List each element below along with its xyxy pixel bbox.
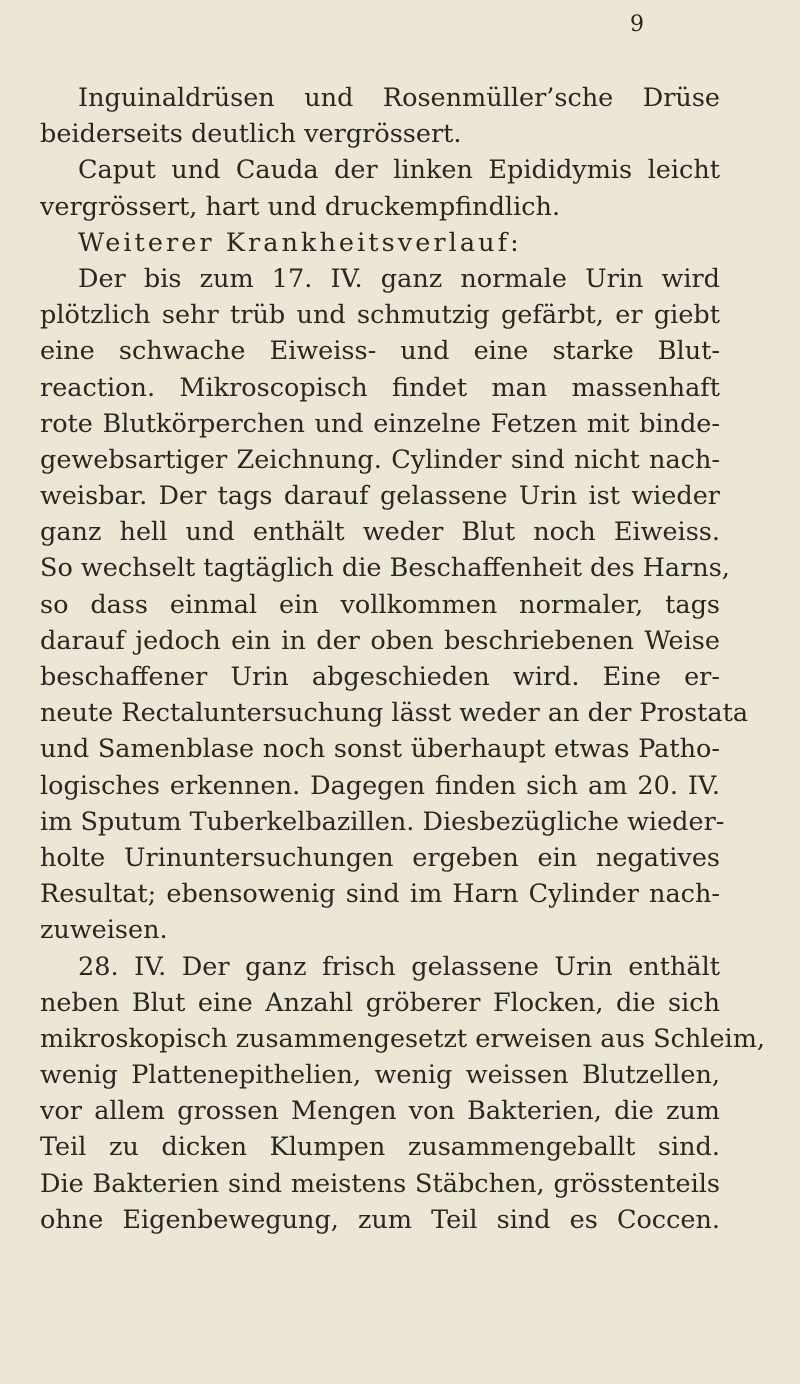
text-line: und Samenblase noch sonst überhaupt etwas Patho-: [40, 734, 720, 765]
text-line: wenig Plattenepithelien, wenig weissen Blutzellen,: [40, 1060, 720, 1091]
text-line: Die Bakterien sind meistens Stäbchen, grösstenteils: [40, 1168, 720, 1199]
text-line: beiderseits deutlich vergrössert.: [40, 119, 462, 150]
text-line: holte Urinuntersuchungen ergeben ein negatives: [40, 842, 720, 873]
text-line: ohne Eigenbewegung, zum Teil sind es Coccen.: [40, 1204, 720, 1235]
text-line: vor allem grossen Mengen von Bakterien, die zum: [40, 1096, 720, 1127]
text-line: neben Blut eine Anzahl gröberer Flocken, die sich: [40, 987, 720, 1018]
text-line: vergrössert, hart und druckempfindlich.: [40, 191, 561, 222]
body-text: [40, 80, 765, 1238]
text-line: Inguinaldrüsen und Rosenmüller’sche Drüse: [78, 83, 720, 113]
text-line: im Sputum Tuberkelbazillen. Diesbezügliche wieder-: [40, 806, 725, 837]
page-number: 9: [630, 12, 644, 37]
text-line: gewebsartiger Zeichnung. Cylinder sind nicht nach-: [40, 444, 720, 475]
text-line: darauf jedoch ein in der oben beschriebenen Weise: [40, 625, 720, 656]
text-line: Teil zu dicken Klumpen zusammengeballt sind.: [40, 1132, 720, 1163]
text-line: weisbar. Der tags darauf gelassene Urin ist wieder: [40, 481, 720, 512]
text-line: Caput und Cauda der linken Epididymis leicht: [78, 155, 720, 186]
text-line: neute Rectaluntersuchung lässt weder an der Prostata: [40, 698, 749, 729]
text-line: so dass einmal ein vollkommen normaler, tags: [40, 589, 720, 620]
text-line: So wechselt tagtäglich die Beschaffenheit des Harns,: [40, 553, 730, 584]
text-line: beschaffener Urin abgeschieden wird. Eine er-: [40, 662, 720, 692]
text-line: ganz hell und enthält weder Blut noch Eiweiss.: [40, 517, 720, 548]
text-line: rote Blutkörperchen und einzelne Fetzen mit binde-: [40, 408, 720, 439]
text-line: mikroskopisch zusammengesetzt erweisen aus Schleim,: [40, 1023, 765, 1054]
text-line: eine schwache Eiweiss- und eine starke Blut-: [40, 336, 720, 367]
text-line: logisches erkennen. Dagegen finden sich am 20. IV.: [40, 770, 720, 801]
text-line: Resultat; ebensowenig sind im Harn Cylinder nach-: [40, 879, 720, 910]
section-heading: Weiterer Krankheitsverlauf:: [78, 227, 522, 258]
text-line: 28. IV. Der ganz frisch gelassene Urin enthält: [78, 951, 720, 982]
text-line: zuweisen.: [40, 915, 168, 946]
text-line: reaction. Mikroscopisch findet man massenhaft: [40, 372, 720, 403]
text-line: Der bis zum 17. IV. ganz normale Urin wird: [78, 263, 720, 294]
text-line: plötzlich sehr trüb und schmutzig gefärbt, er giebt: [40, 300, 720, 331]
